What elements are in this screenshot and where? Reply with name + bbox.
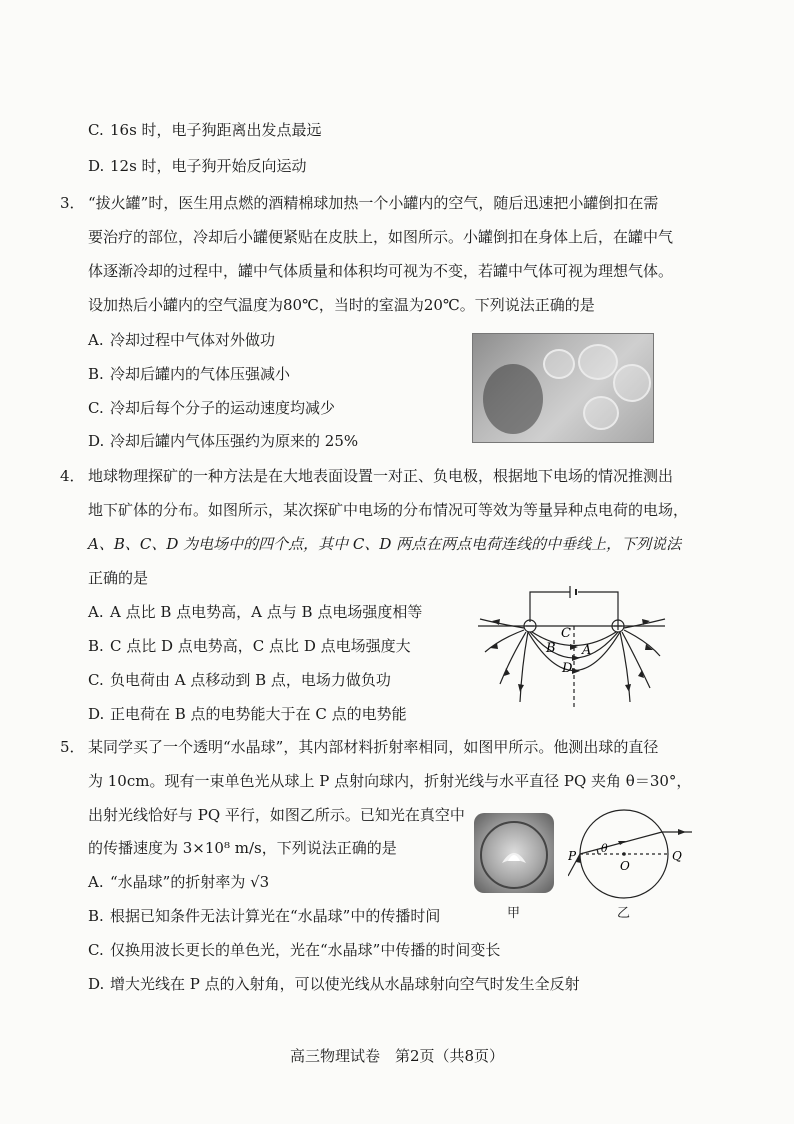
q4-stem-line: 正确的是 — [88, 569, 149, 587]
label-d: D — [562, 661, 573, 676]
electric-field-diagram — [470, 584, 670, 714]
q5-option-d: D. 增大光线在 P 点的入射角，可以使光线从水晶球射向空气时发生全反射 — [88, 975, 580, 993]
q2-option-c: C. 16s 时，电子狗距离出发点最远 — [88, 121, 322, 139]
q5-stem-line: 出射光线恰好与 PQ 平行，如图乙所示。已知光在真空中 — [88, 806, 465, 824]
q4-option-d: D. 正电荷在 B 点的电势能大于在 C 点的电势能 — [88, 705, 407, 723]
q5-stem-line: 的传播速度为 3×10⁸ m/s，下列说法正确的是 — [88, 839, 397, 857]
label-c: C — [561, 626, 571, 641]
q5-stem-line: 某同学买了一个透明“水晶球”，其内部材料折射率相同，如图甲所示。他测出球的直径 — [88, 738, 659, 756]
q5-option-b: B. 根据已知条件无法计算光在“水晶球”中的传播时间 — [88, 907, 441, 925]
q4-stem-line: A、B、C、D 为电场中的四个点，其中 C、D 两点在两点电荷连线的中垂线上，下列说法 — [88, 535, 682, 553]
label-o: O — [620, 859, 630, 873]
q3-stem-line: 要治疗的部位，冷却后小罐便紧贴在皮肤上，如图所示。小罐倒扣在身体上后，在罐中气 — [88, 228, 674, 246]
q3-stem-line: 设加热后小罐内的空气温度为80℃，当时的室温为20℃。下列说法正确的是 — [88, 296, 595, 314]
ray-diagram — [568, 806, 698, 902]
q5-number: 5． — [60, 738, 85, 756]
q3-option-b: B. 冷却后罐内的气体压强减小 — [88, 365, 291, 383]
q5-option-c: C. 仅换用波长更长的单色光，光在“水晶球”中传播的时间变长 — [88, 941, 501, 959]
cupping-photo — [472, 333, 654, 443]
q3-stem-line: 体逐渐冷却的过程中，罐中气体质量和体积均可视为不变，若罐中气体可视为理想气体。 — [88, 262, 674, 280]
caption-yi: 乙 — [617, 906, 631, 921]
caption-jia: 甲 — [507, 906, 521, 921]
q3-number: 3． — [60, 194, 85, 212]
q4-number: 4． — [60, 467, 85, 485]
q4-option-c: C. 负电荷由 A 点移动到 B 点，电场力做负功 — [88, 671, 391, 689]
crystal-ball-photo — [474, 813, 554, 893]
q2-option-d: D. 12s 时，电子狗开始反向运动 — [88, 157, 307, 175]
label-q: Q — [672, 849, 682, 863]
label-a: A — [582, 643, 592, 658]
q3-option-d: D. 冷却后罐内气体压强约为原来的 25% — [88, 432, 359, 450]
q5-option-a: A. “水晶球”的折射率为 √3 — [88, 873, 270, 891]
label-b: B — [546, 641, 556, 656]
q3-option-c: C. 冷却后每个分子的运动速度均减少 — [88, 399, 336, 417]
q3-option-a: A. 冷却过程中气体对外做功 — [88, 331, 276, 349]
label-p: P — [568, 849, 577, 863]
q4-stem-line: 地下矿体的分布。如图所示，某次探矿中电场的分布情况可等效为等量异种点电荷的电场， — [88, 501, 689, 519]
q4-option-b: B. C 点比 D 点电势高，C 点比 D 点电场强度大 — [88, 637, 411, 655]
q3-stem-line: “拔火罐”时，医生用点燃的酒精棉球加热一个小罐内的空气，随后迅速把小罐倒扣在需 — [88, 194, 659, 212]
q4-stem-line: 地球物理探矿的一种方法是在大地表面设置一对正、负电极，根据地下电场的情况推测出 — [88, 467, 674, 485]
q5-stem-line: 为 10cm。现有一束单色光从球上 P 点射向球内，折射光线与水平直径 PQ 夹角 θ＝30°， — [88, 772, 692, 790]
q4-option-a: A. A 点比 B 点电势高，A 点与 B 点电场强度相等 — [88, 603, 423, 621]
label-theta: θ — [601, 842, 608, 855]
page-footer: 高三物理试卷 第2页（共8页） — [289, 1047, 505, 1065]
